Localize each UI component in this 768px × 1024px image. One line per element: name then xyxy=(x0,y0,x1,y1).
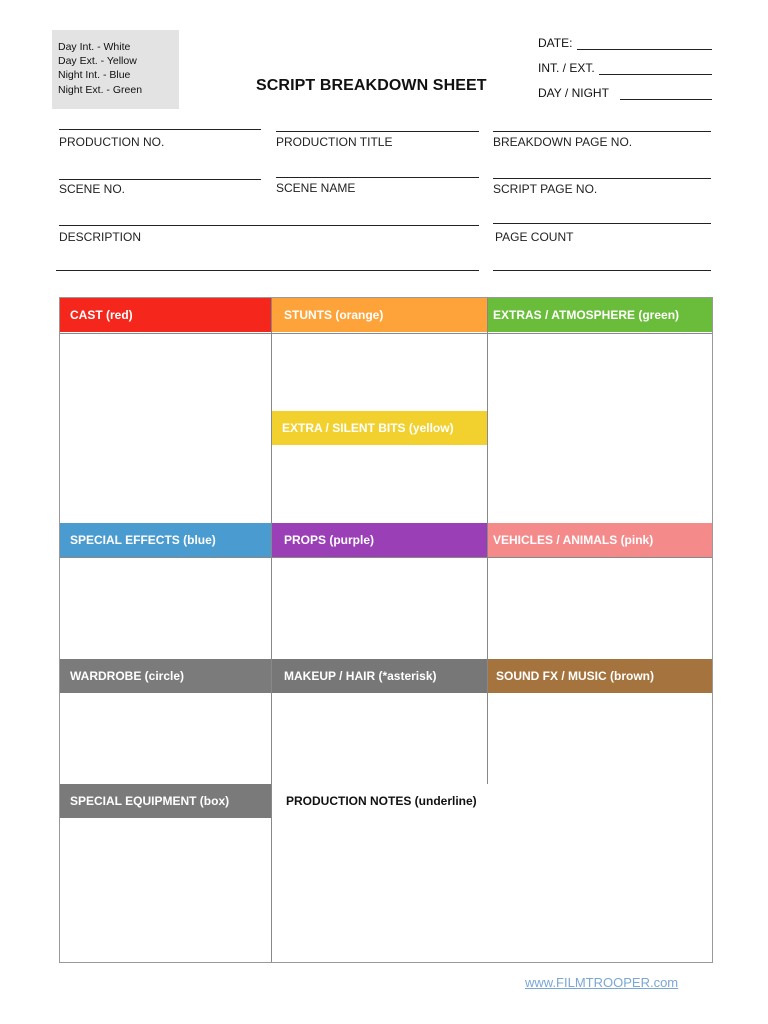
wardrobe-label: WARDROBE (circle) xyxy=(70,669,185,683)
special-effects-cell[interactable] xyxy=(60,558,271,659)
legend-night-int: Night Int. - Blue xyxy=(58,69,131,82)
makeup-hair-cell[interactable] xyxy=(272,693,487,784)
vehicles-animals-cell[interactable] xyxy=(488,558,712,659)
description-label: DESCRIPTION xyxy=(59,230,142,244)
day-night-field[interactable] xyxy=(538,86,609,100)
page-count-label: PAGE COUNT xyxy=(495,230,574,244)
legend-night-ext: Night Ext. - Green xyxy=(58,83,143,96)
production-notes-label: PRODUCTION NOTES (underline) xyxy=(286,794,477,808)
scene-name-line[interactable] xyxy=(276,177,479,178)
scene-name-label: SCENE NAME xyxy=(276,181,356,195)
page-count-top-line xyxy=(493,223,711,224)
breakdown-grid xyxy=(59,297,713,963)
int-ext-line xyxy=(599,74,712,75)
wardrobe-header xyxy=(60,659,271,693)
wardrobe-cell[interactable] xyxy=(60,693,271,784)
production-no-label: PRODUCTION NO. xyxy=(59,135,165,149)
page-title: SCRIPT BREAKDOWN SHEET xyxy=(256,77,487,94)
breakdown-page-no-label: BREAKDOWN PAGE NO. xyxy=(493,135,633,149)
breakdown-page-no-line[interactable] xyxy=(493,131,711,132)
cast-label: CAST (red) xyxy=(70,308,133,322)
stunts-header xyxy=(272,298,487,332)
day-night-line xyxy=(620,99,712,100)
props-header xyxy=(272,523,487,557)
extras-atmosphere-label: EXTRAS / ATMOSPHERE (green) xyxy=(493,308,680,322)
page-count-line[interactable] xyxy=(493,270,711,271)
production-notes-cell[interactable] xyxy=(272,818,712,962)
stunts-cell[interactable] xyxy=(272,334,487,411)
date-line xyxy=(577,49,712,50)
scene-no-label: SCENE NO. xyxy=(59,182,126,196)
special-effects-header xyxy=(60,523,271,557)
scene-no-line[interactable] xyxy=(59,179,261,180)
script-page-no-line[interactable] xyxy=(493,178,711,179)
vehicles-animals-header xyxy=(488,523,712,557)
props-cell[interactable] xyxy=(272,558,487,659)
props-label: PROPS (purple) xyxy=(284,533,375,547)
description-top-line xyxy=(59,225,479,226)
description-line[interactable] xyxy=(56,270,479,271)
makeup-hair-header xyxy=(272,659,487,693)
extras-atmosphere-header xyxy=(488,298,712,332)
int-ext-field[interactable] xyxy=(538,61,595,75)
cast-header xyxy=(60,298,271,332)
int-ext-label: INT. / EXT. xyxy=(538,61,595,75)
special-equipment-header xyxy=(60,784,271,818)
production-no-line[interactable] xyxy=(59,129,261,130)
script-page-no-label: SCRIPT PAGE NO. xyxy=(493,182,598,196)
date-label: DATE: xyxy=(538,36,573,50)
production-notes-header xyxy=(272,784,712,818)
special-equipment-cell[interactable] xyxy=(60,818,271,962)
sound-fx-music-label: SOUND FX / MUSIC (brown) xyxy=(496,669,654,683)
date-field[interactable] xyxy=(538,36,572,50)
filmtrooper-link[interactable]: www.FILMTROOPER.com xyxy=(525,975,679,990)
stunts-label: STUNTS (orange) xyxy=(284,308,384,322)
production-title-line[interactable] xyxy=(276,131,479,132)
extra-silent-bits-cell[interactable] xyxy=(272,445,487,523)
color-legend xyxy=(52,30,179,109)
extras-atmosphere-cell[interactable] xyxy=(488,334,712,523)
makeup-hair-label: MAKEUP / HAIR (*asterisk) xyxy=(284,669,437,683)
extra-silent-bits-header xyxy=(272,411,487,445)
special-effects-label: SPECIAL EFFECTS (blue) xyxy=(70,533,216,547)
extra-silent-bits-label: EXTRA / SILENT BITS (yellow) xyxy=(282,421,454,435)
vehicles-animals-label: VEHICLES / ANIMALS (pink) xyxy=(493,533,654,547)
legend-day-int: Day Int. - White xyxy=(58,41,131,53)
cast-cell[interactable] xyxy=(60,334,271,523)
special-equipment-label: SPECIAL EQUIPMENT (box) xyxy=(70,794,230,808)
legend-day-ext: Day Ext. - Yellow xyxy=(58,55,137,68)
sound-fx-music-cell[interactable] xyxy=(488,693,712,784)
production-title-label: PRODUCTION TITLE xyxy=(276,135,393,149)
day-night-label: DAY / NIGHT xyxy=(538,86,609,100)
sound-fx-music-header xyxy=(488,659,712,693)
